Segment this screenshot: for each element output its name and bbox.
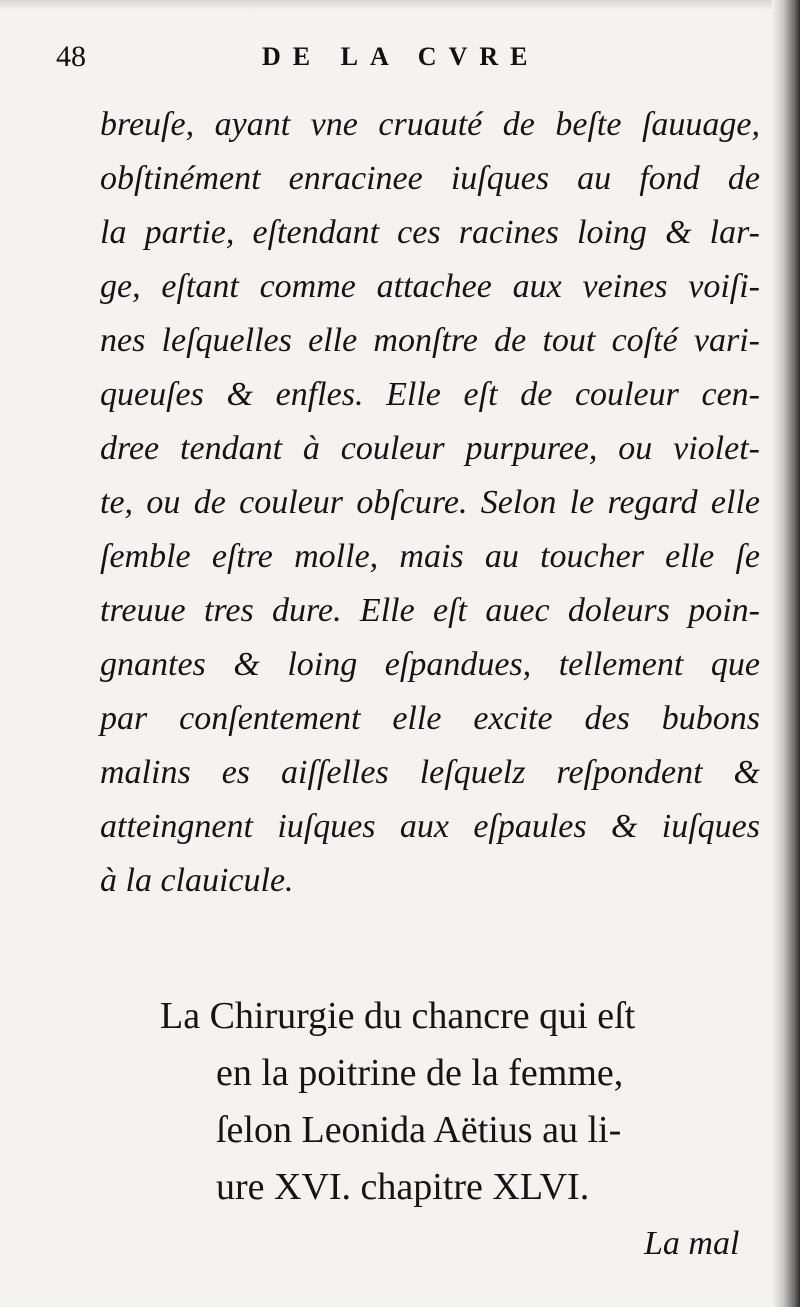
- page-number: 48: [56, 40, 86, 73]
- heading-line: en la poitrine de la femme,: [216, 1052, 624, 1094]
- text-line: dree tendant à couleur purpuree, ou violet-: [100, 430, 760, 467]
- running-head: DE LA CVRE: [262, 42, 540, 71]
- text-line: ge, eſtant comme attachee aux veines voiſi-: [100, 268, 760, 305]
- text-line: par conſentement elle excite des bubons: [100, 700, 760, 737]
- catchword: La mal: [644, 1225, 740, 1262]
- text-line: treuue tres dure. Elle eſt auec doleurs poin-: [100, 592, 760, 629]
- page-top-shadow: [0, 0, 800, 10]
- section-heading: [160, 988, 720, 1216]
- heading-line: La Chirurgie du chancre qui eſt: [160, 995, 636, 1037]
- heading-line: ſelon Leonida Aëtius au li-: [216, 1109, 622, 1151]
- text-line: malins es aiſſelles leſquelz reſpondent &: [100, 754, 760, 791]
- text-line: obſtinément enracinee iuſques au fond de: [100, 160, 760, 197]
- page-header: [0, 38, 800, 78]
- text-line: breuſe, ayant vne cruauté de beſte ſauuage,: [100, 106, 760, 143]
- text-line: queuſes & enfles. Elle eſt de couleur cen-: [100, 376, 760, 413]
- binding-edge: [772, 0, 800, 1307]
- text-line: nes leſquelles elle monſtre de tout coſté vari-: [100, 322, 760, 359]
- text-line: ſemble eſtre molle, mais au toucher elle ſe: [100, 538, 760, 575]
- text-line: te, ou de couleur obſcure. Selon le regard elle: [100, 484, 760, 521]
- body-paragraph: [100, 98, 760, 908]
- text-line: la partie, eſtendant ces racines loing & lar-: [100, 214, 760, 251]
- heading-line: ure XVI. chapitre XLVI.: [216, 1166, 590, 1208]
- text-line: à la clauicule.: [100, 862, 294, 899]
- text-line: gnantes & loing eſpandues, tellement que: [100, 646, 760, 683]
- text-line: atteingnent iuſques aux eſpaules & iuſques: [100, 808, 760, 845]
